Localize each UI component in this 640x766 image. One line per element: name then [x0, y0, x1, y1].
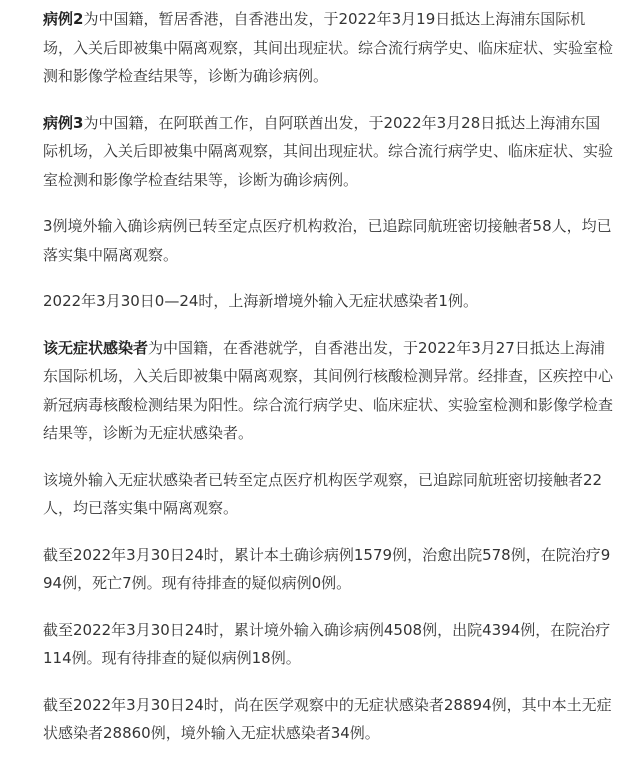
asymptomatic-case-text: 为中国籍，在香港就学，自香港出发，于2022年3月27日抵达上海浦东国际机场，入关后即被集中隔离观察，其间例行核酸检测异常。经排查，区疾控中心新冠病毒核酸检测结果为阳性。综合流行病学史、临床症状、实验室检测和影像学检查结果等，诊断为无症状感染者。: [43, 338, 614, 442]
case-3-label: 病例3: [43, 113, 84, 132]
new-asymptomatic-text: 2022年3月30日0—24时，上海新增境外输入无症状感染者1例。: [43, 292, 478, 310]
asymptomatic-totals-text: 截至2022年3月30日24时，尚在医学观察中的无症状感染者28894例，其中本土无症状感染者28860例，境外输入无症状感染者34例。: [43, 695, 612, 742]
case-2-text: 为中国籍，暂居香港，自香港出发，于2022年3月19日抵达上海浦东国际机场，入关后即被集中隔离观察，其间出现症状。综合流行病学史、临床症状、实验室检测和影像学检查结果等，诊断为确诊病例。: [43, 10, 614, 85]
asymptomatic-case-label: 该无症状感染者: [43, 338, 149, 357]
paragraph-imported-totals: [43, 616, 613, 673]
treatment-text: 3例境外输入确诊病例已转至定点医疗机构救治，已追踪同航班密切接触者58人，均已落实集中隔离观察。: [43, 217, 612, 264]
article-body: [43, 0, 613, 766]
paragraph-treatment: [43, 212, 613, 269]
local-totals-text: 截至2022年3月30日24时，累计本土确诊病例1579例，治愈出院578例，在院治疗994例，死亡7例。现有待排查的疑似病例0例。: [43, 545, 611, 592]
case-2-label: 病例2: [43, 10, 84, 28]
paragraph-case-2: [43, 0, 613, 91]
paragraph-new-asymptomatic: [43, 287, 613, 316]
paragraph-asymptomatic-case: [43, 334, 613, 448]
paragraph-local-totals: [43, 541, 613, 598]
paragraph-asymptomatic-totals: [43, 691, 613, 748]
observation-text: 该境外输入无症状感染者已转至定点医疗机构医学观察，已追踪同航班密切接触者22人，均已落实集中隔离观察。: [43, 470, 603, 517]
paragraph-case-3: [43, 109, 613, 195]
imported-totals-text: 截至2022年3月30日24时，累计境外输入确诊病例4508例，出院4394例，在院治疗114例。现有待排查的疑似病例18例。: [43, 620, 611, 667]
case-3-text: 为中国籍，在阿联酋工作，自阿联酋出发，于2022年3月28日抵达上海浦东国际机场，入关后即被集中隔离观察，其间出现症状。综合流行病学史、临床症状、实验室检测和影像学检查结果等，诊断为确诊病例。: [43, 113, 614, 189]
paragraph-observation: [43, 466, 613, 523]
